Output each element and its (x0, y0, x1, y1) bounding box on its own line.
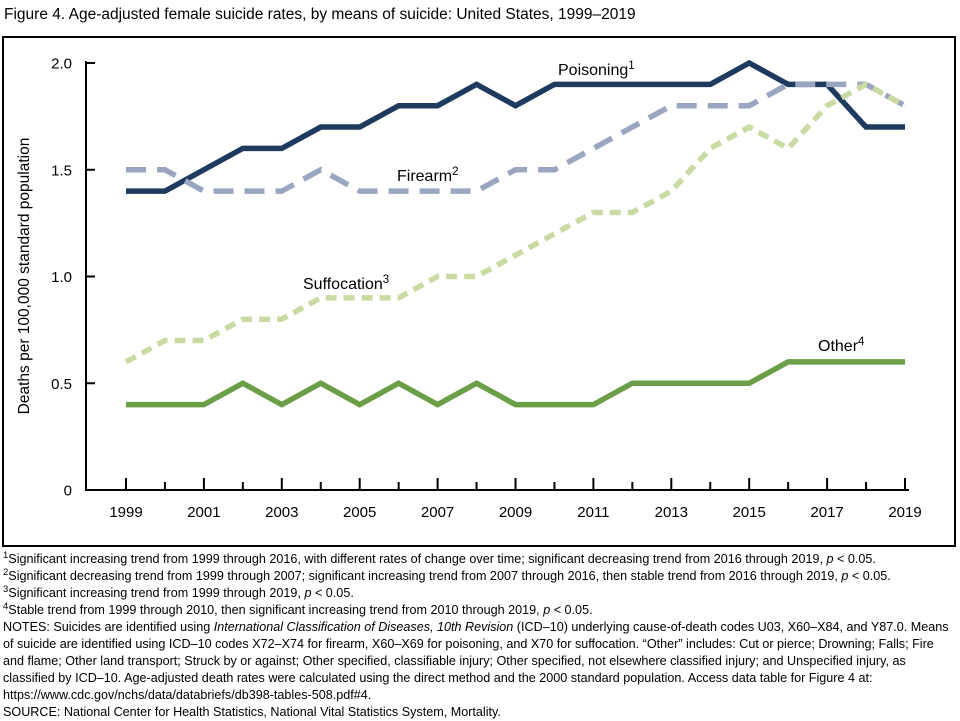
footnote-marker: 3 (3, 583, 9, 595)
x-tick-label: 2009 (498, 504, 533, 521)
notes-text: NOTES: Suicides are identified using International Classification of Diseases, 10th Revision (ICD–10) underlying cause-of-death codes U03, X60–X84, and Y87.0. Means of suicide are identified using ICD–10 codes X72–X74 for firearm, X60–X69 for poisoning, and X70 for suffocation. “Other” includes: Cut or pierce; Drowning; Falls; Fire and flame; Other land transport; Struck by or against; Other specified, classifiable injury; Other specified, not elsewhere classified injury; and Unspecified injury, as classified by ICD–10. Age-adjusted death rates were calculated using the direct method and the 2000 standard population. Access data table for Figure 4 at: https://www.cdc.gov/nchs/data/databriefs/db398-tables-508.pdf#4. (3, 620, 949, 702)
series-line-other (126, 362, 905, 405)
x-tick-label: 2005 (343, 504, 377, 521)
figure-title: Figure 4. Age-adjusted female suicide rates, by means of suicide: United States, 1999–2019 (4, 6, 636, 23)
series-line-firearm (126, 84, 905, 191)
y-tick-label: 2.0 (51, 55, 72, 73)
source-line: SOURCE: National Center for Health Statistics, National Vital Statistics System, Mortality. (3, 705, 501, 719)
footnote-marker: 4 (3, 600, 9, 612)
series-label-other: Other$^4$ (818, 336, 865, 355)
footnote-line-4: $^4$Stable trend from 1999 through 2010, then significant increasing trend from 2010 through 2019, p < 0.05. (3, 600, 593, 617)
x-tick-label: 2015 (732, 504, 766, 521)
chart-frame (2, 36, 956, 547)
footnotes (3, 551, 957, 721)
x-tick-label: 2017 (810, 504, 844, 521)
x-tick-label: 2019 (888, 504, 922, 521)
series-label-poisoning: Poisoning$^1$ (558, 60, 635, 79)
y-tick-label: 0.5 (51, 375, 72, 393)
x-tick-label: 1999 (109, 504, 143, 521)
y-tick-label: 1.0 (51, 269, 72, 286)
x-tick-label: 2007 (420, 504, 455, 521)
footnote-marker: 2 (3, 566, 9, 578)
y-tick-label: 1.5 (51, 162, 72, 180)
x-tick-label: 2001 (187, 504, 221, 521)
footnote-marker: 1 (3, 549, 9, 561)
series-label-suffocation: Suffocation$^3$ (303, 274, 390, 293)
line-chart-svg (4, 38, 954, 545)
footnote-line-2: $^2$Significant decreasing trend from 1999 through 2007; significant increasing trend from 2007 through 2016, then stable trend from 2016 through 2019, p < 0.05. (3, 566, 891, 583)
x-tick-label: 2003 (265, 504, 299, 521)
series-label-firearm: Firearm$^2$ (397, 166, 459, 185)
series-line-suffocation (126, 84, 905, 362)
y-axis-title: Deaths per 100,000 standard population (16, 137, 33, 415)
x-tick-label: 2013 (654, 504, 688, 521)
x-tick-label: 2011 (577, 504, 610, 521)
footnote-line-1: $^1$Significant increasing trend from 1999 through 2016, with different rates of change over time; significant decreasing trend from 2016 through 2019, p < 0.05. (3, 549, 876, 566)
y-tick-label: 0 (63, 482, 72, 500)
footnote-line-3: $^3$Significant increasing trend from 1999 through 2019, p < 0.05. (3, 583, 354, 600)
